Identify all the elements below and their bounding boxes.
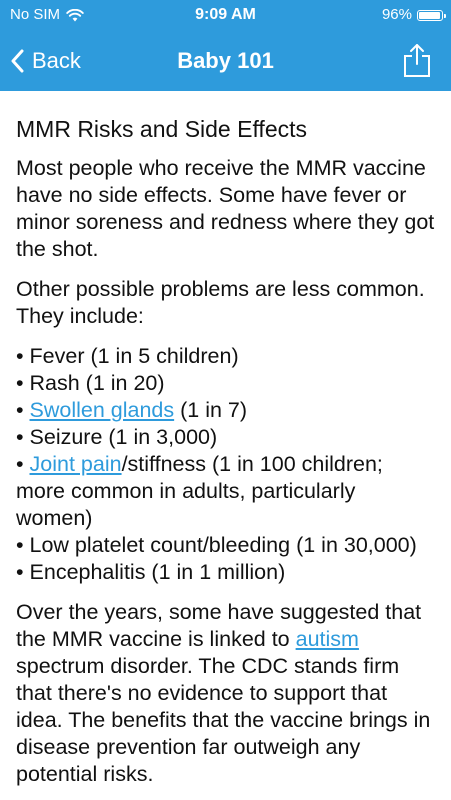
list-item-text: Fever (1 in 5 children) bbox=[29, 344, 239, 368]
list-item-text: Encephalitis (1 in 1 million) bbox=[29, 560, 286, 584]
back-label: Back bbox=[32, 47, 81, 73]
side-effects-list bbox=[16, 343, 435, 586]
battery-level bbox=[419, 12, 440, 19]
chevron-left-icon bbox=[10, 49, 24, 73]
swollen-glands-link[interactable]: Swollen glands bbox=[29, 398, 175, 422]
page-title: Baby 101 bbox=[177, 47, 274, 73]
paragraph-text: spectrum disorder. The CDC stands firm that there's no evidence to support that idea. The benefits that the vaccine brings in disease prevention far outweigh any potential risks. bbox=[16, 654, 431, 786]
battery-percent: 96% bbox=[381, 6, 412, 23]
paragraph-intro: Most people who receive the MMR vaccine have no side effects. Some have fever or minor soreness and redness where they got the shot. bbox=[16, 156, 435, 261]
joint-pain-link[interactable]: Joint pain bbox=[29, 452, 122, 476]
article-title: MMR Risks and Side Effects bbox=[16, 116, 308, 142]
list-item-text: Low platelet count/bleeding (1 in 30,000) bbox=[29, 533, 417, 557]
paragraph-list-intro: Other possible problems are less common. They include: bbox=[16, 277, 425, 328]
list-item: • Fever (1 in 5 children) bbox=[16, 344, 239, 368]
list-item: • Encephalitis (1 in 1 million) bbox=[16, 560, 286, 584]
carrier-label: No SIM bbox=[10, 6, 61, 23]
status-right bbox=[382, 0, 443, 30]
list-item-text: Seizure (1 in 3,000) bbox=[29, 425, 218, 449]
article-content bbox=[0, 91, 451, 788]
list-item: • Rash (1 in 20) bbox=[16, 371, 165, 395]
list-item-text: /stiffness (1 in 100 children; more common in adults, particularly women) bbox=[16, 452, 383, 530]
status-bar bbox=[0, 0, 451, 30]
paragraph-autism bbox=[16, 599, 435, 788]
back-button[interactable] bbox=[10, 30, 81, 91]
battery-icon bbox=[417, 10, 443, 21]
status-time: 9:09 AM bbox=[195, 6, 256, 23]
list-item: • Seizure (1 in 3,000) bbox=[16, 425, 218, 449]
autism-link[interactable]: autism bbox=[295, 627, 359, 651]
paragraph-text: Over the years, some have suggested that the MMR vaccine is linked to bbox=[16, 600, 422, 651]
list-item-text: Rash (1 in 20) bbox=[29, 371, 165, 395]
list-item: • Swollen glands (1 in 7) bbox=[16, 398, 248, 422]
navigation-bar bbox=[0, 30, 451, 91]
list-item: • Low platelet count/bleeding (1 in 30,000) bbox=[16, 533, 417, 557]
share-icon[interactable] bbox=[401, 42, 433, 78]
app-header bbox=[0, 0, 451, 91]
list-item: • Joint pain/stiffness (1 in 100 children; more common in adults, particularly women) bbox=[16, 452, 383, 530]
list-item-text: (1 in 7) bbox=[174, 398, 248, 422]
